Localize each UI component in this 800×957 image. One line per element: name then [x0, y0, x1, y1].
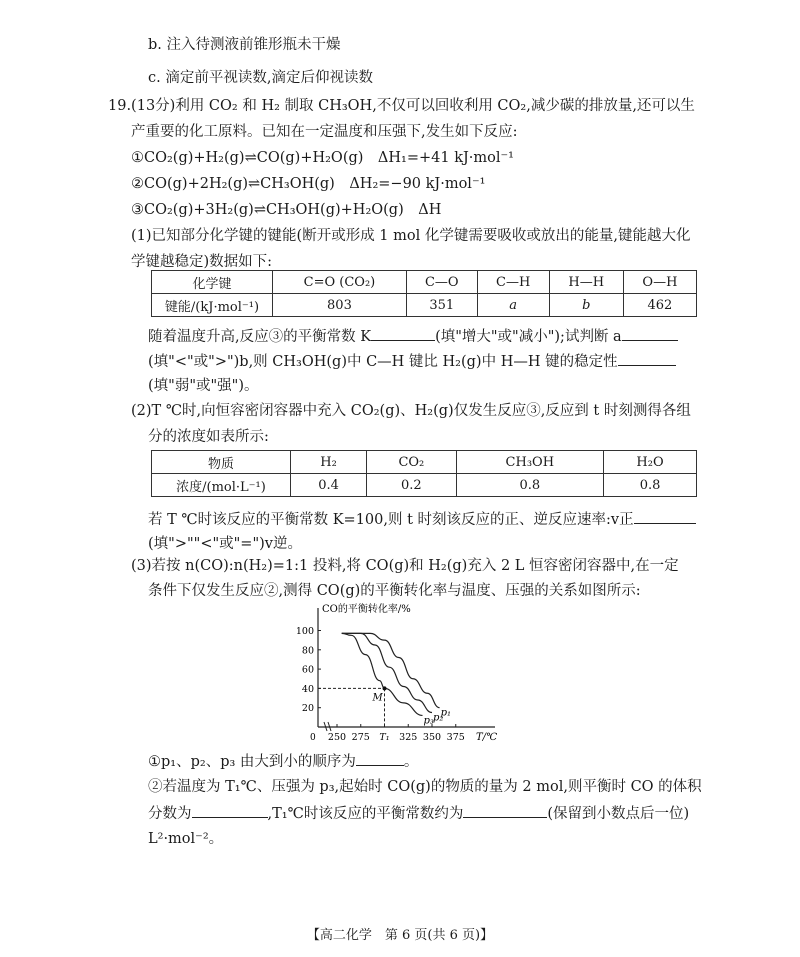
- table-cell: C=O (CO₂): [273, 271, 407, 294]
- table-cell: b: [549, 294, 623, 317]
- table-cell: 351: [406, 294, 477, 317]
- part3-q1: ①p₁、p₂、p₃ 由大到小的顺序为 。: [148, 751, 418, 772]
- table-cell: C—O: [406, 271, 477, 294]
- q19-intro-1: 19.(13分)利用 CO₂ 和 H₂ 制取 CH₃OH,不仅可以回收利用 CO₂,减少碳的排放量,还可以生: [108, 98, 695, 114]
- series-label: p₃: [423, 715, 434, 727]
- origin-label: 0: [310, 733, 316, 743]
- part1-line-d: [148, 351, 676, 372]
- concentration-table: [151, 450, 697, 497]
- part3-q2-a: ②若温度为 T₁℃、压强为 p₃,起始时 CO(g)的物质的量为 2 mol,则平衡时 CO 的体积: [148, 779, 702, 795]
- series-label: p₁: [440, 707, 452, 719]
- table-cell: C—H: [477, 271, 549, 294]
- point-m: [383, 686, 387, 690]
- option-b: b. 注入待测液前锥形瓶未干燥: [148, 37, 341, 53]
- answer-blank[interactable]: [622, 326, 678, 341]
- x-axis-label: T/℃: [476, 732, 498, 743]
- series-line-2: [342, 633, 432, 712]
- part1-line-e: (填"弱"或"强")。: [148, 378, 259, 394]
- y-tick-label: 40: [301, 683, 314, 695]
- table-row: [152, 474, 697, 497]
- table-cell: 浓度/(mol·L⁻¹): [152, 474, 291, 497]
- y-tick-label: 60: [301, 664, 314, 676]
- q19-intro-2: 产重要的化工原料。已知在一定温度和压强下,发生如下反应:: [131, 124, 518, 140]
- part3-text-a: (3)若按 n(CO):n(H₂)=1:1 投料,将 CO(g)和 H₂(g)充入 2 L 恒容密闭容器中,在一定: [131, 558, 679, 574]
- text: 随着温度升高,反应③的平衡常数 K: [148, 329, 372, 345]
- conversion-chart: [290, 600, 500, 748]
- part2-line-d: (填">""<"或"=")v逆。: [148, 536, 302, 552]
- y-tick-label: 100: [295, 626, 314, 637]
- table-cell: 化学键: [152, 271, 273, 294]
- part3-q2-b: [148, 803, 689, 824]
- reaction-2: ②CO(g)+2H₂(g)⇌CH₃OH(g) ΔH₂=−90 kJ·mol⁻¹: [131, 176, 486, 192]
- table-cell: 0.8: [456, 474, 604, 497]
- series-line-1: [342, 633, 440, 707]
- answer-blank[interactable]: [371, 326, 435, 341]
- text: ,T₁℃时该反应的平衡常数约为: [267, 806, 464, 822]
- reaction-1: ①CO₂(g)+H₂(g)⇌CO(g)+H₂O(g) ΔH₁=+41 kJ·mol⁻¹: [131, 150, 514, 166]
- x-tick-label: 275: [351, 732, 370, 743]
- table-cell: 0.2: [367, 474, 456, 497]
- part2-text-a: (2)T ℃时,向恒容密闭容器中充入 CO₂(g)、H₂(g)仅发生反应③,反应到 t 时刻测得各组: [131, 403, 691, 419]
- text: 若 T ℃时该反应的平衡常数 K=100,则 t 时刻该反应的正、逆反应速率:v正: [148, 512, 634, 528]
- y-tick-label: 20: [301, 703, 314, 715]
- table-cell: 键能/(kJ·mol⁻¹): [152, 294, 273, 317]
- answer-blank[interactable]: [463, 803, 547, 818]
- option-c: c. 滴定前平视读数,滴定后仰视读数: [148, 70, 373, 86]
- part1-line-c: [148, 326, 678, 347]
- part2-text-b: 分的浓度如表所示:: [148, 429, 269, 445]
- part2-line-c: [148, 509, 696, 530]
- table-cell: a: [477, 294, 549, 317]
- bond-energy-table: [151, 270, 697, 317]
- x-tick-label: 375: [446, 732, 465, 743]
- y-axis-label: CO的平衡转化率/%: [322, 604, 411, 615]
- series-label: p₂: [433, 712, 444, 724]
- text: (填"增大"或"减小");试判断 a: [435, 329, 622, 345]
- table-cell: H—H: [549, 271, 623, 294]
- page-footer: 【高二化学 第 6 页(共 6 页)】: [306, 928, 494, 943]
- table-row: [152, 294, 697, 317]
- table-cell: CH₃OH: [456, 451, 604, 474]
- table-cell: 462: [623, 294, 696, 317]
- table-header-row: [152, 451, 697, 474]
- x-tick-label: T₁: [379, 732, 390, 743]
- table-cell: 0.4: [291, 474, 367, 497]
- table-cell: H₂O: [604, 451, 697, 474]
- text: 分数为: [148, 806, 192, 822]
- table-cell: 803: [273, 294, 407, 317]
- answer-blank[interactable]: [618, 351, 676, 366]
- table-header-row: [152, 271, 697, 294]
- point-label: M: [372, 692, 383, 704]
- answer-blank[interactable]: [356, 751, 404, 766]
- part1-text-b: 学键越稳定)数据如下:: [131, 254, 273, 270]
- x-tick-label: 325: [399, 732, 418, 743]
- part1-text-a: (1)已知部分化学键的键能(断开或形成 1 mol 化学键需要吸收或放出的能量,键能越大化: [131, 228, 691, 244]
- text: (保留到小数点后一位): [547, 806, 690, 822]
- table-cell: O—H: [623, 271, 696, 294]
- x-tick-label: 350: [422, 732, 442, 743]
- y-tick-label: 80: [301, 645, 314, 657]
- table-cell: H₂: [291, 451, 367, 474]
- table-cell: CO₂: [367, 451, 456, 474]
- part3-text-b: 条件下仅发生反应②,测得 CO(g)的平衡转化率与温度、压强的关系如图所示:: [148, 583, 641, 599]
- part3-q2-c: L²·mol⁻²。: [148, 831, 224, 847]
- table-cell: 0.8: [604, 474, 697, 497]
- text: ①p₁、p₂、p₃ 由大到小的顺序为: [148, 754, 356, 770]
- answer-blank[interactable]: [192, 803, 268, 818]
- text: (填"<"或">")b,则 CH₃OH(g)中 C—H 键比 H₂(g)中 H—H 键的稳定性: [148, 354, 618, 370]
- answer-blank[interactable]: [634, 509, 696, 524]
- reaction-3: ③CO₂(g)+3H₂(g)⇌CH₃OH(g)+H₂O(g) ΔH: [131, 202, 442, 218]
- x-tick-label: 250: [327, 732, 347, 743]
- table-cell: 物质: [152, 451, 291, 474]
